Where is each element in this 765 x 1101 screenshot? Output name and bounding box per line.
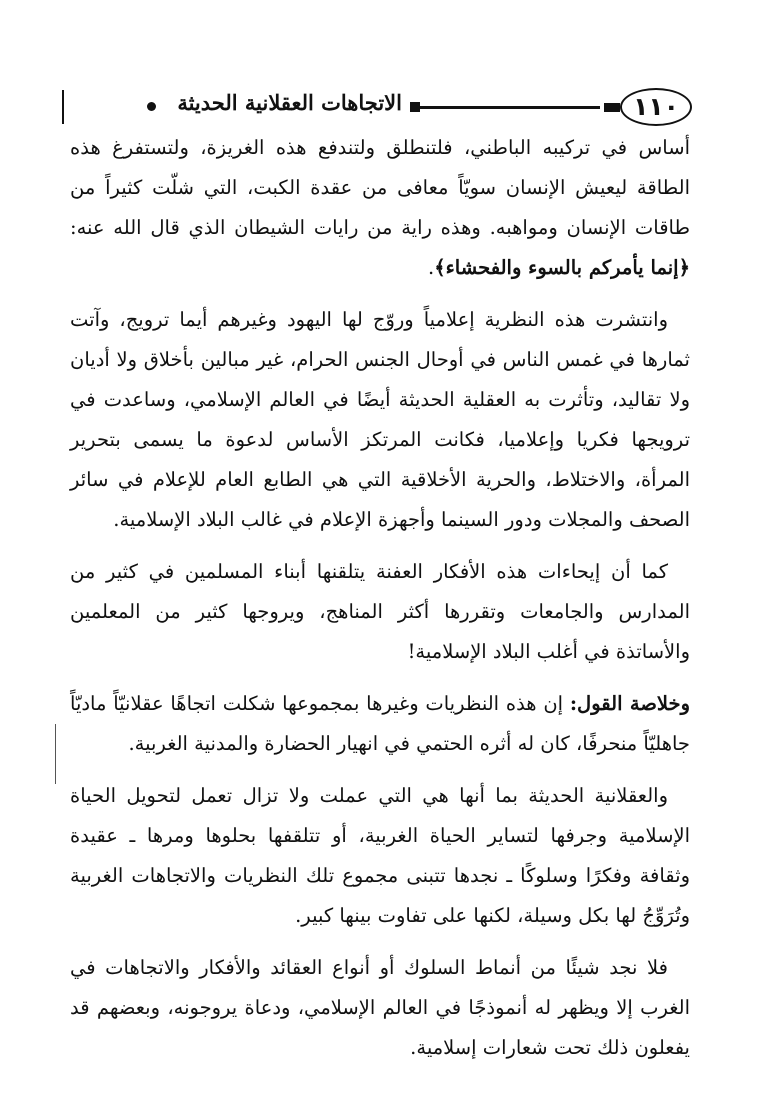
- paragraph-3: [70, 552, 690, 672]
- running-header: [62, 88, 692, 128]
- paragraph-text: أساس في تركيبه الباطني، فلتنطلق ولتندفع هذه الغريزة، ولتستفرغ هذه الطاقة ليعيش الإنسان سويّاً معافى من عقدة الكبت، التي شلّت كثيراً من طاقات الإنسان ومواهبه. وهذه راية من رايات الشيطان الذي قال الله عنه:: [70, 136, 690, 239]
- header-square-ornament: [604, 103, 620, 112]
- paragraph-1: [70, 128, 690, 288]
- paragraph-text-end: .: [428, 256, 435, 279]
- paragraph-text: إن هذه النظريات وغيرها بمجموعها شكلت اتجاهًا عقلانيّاً ماديّاً جاهليّاً منحرفًا، كان له أثره الحتمي في انهيار الحضارة والمدنية الغربية.: [70, 692, 690, 755]
- header-square-ornament-2: [410, 102, 420, 112]
- page-body: [70, 128, 690, 1068]
- paragraph-text: والعقلانية الحديثة بما أنها هي التي عملت ولا تزال تعمل لتحويل الحياة الإسلامية وجرفها لتساير الحياة الغربية، أو تتلقفها بحلوها ومرها ـ عقيدة وثقافة وفكرًا وسلوكًا ـ نجدها تتبنى مجموع تلك النظريات والاتجاهات الغربية وتُرَوِّجُ لها بكل وسيلة، لكنها على تفاوت بينها كبير.: [70, 784, 690, 927]
- paragraph-2: [70, 300, 690, 540]
- header-dot-ornament: [147, 102, 156, 111]
- paragraph-text: وانتشرت هذه النظرية إعلامياً وروّج لها اليهود وغيرهم أيما ترويج، وآتت ثمارها في غمس الناس في أوحال الجنس الحرام، غير مبالين بأخلاق ولا أديان ولا تقاليد، وتأثرت به العقلية الحديثة أيضًا في العالم الإسلامي، وساعدت في ترويجها فكريا وإعلاميا، فكانت المرتكز الأساس لدعوة ما يسمى بتحرير المرأة، والاختلاط، والحرية الأخلاقية التي هي الطابع العام للإعلام في سائر الصحف والمجلات ودور السينما وأجهزة الإعلام في غالب البلاد الإسلامية.: [70, 308, 690, 531]
- page-number: ١١٠: [620, 88, 692, 126]
- header-left-bar: [62, 90, 64, 124]
- conclusion-label: وخلاصة القول:: [569, 692, 690, 715]
- quran-quote: ﴿إنما يأمركم بالسوء والفحشاء﴾: [434, 256, 690, 279]
- paragraph-text: كما أن إيحاءات هذه الأفكار العفنة يتلقنها أبناء المسلمين في كثير من المدارس والجامعات وتقررها أكثر المناهج، ويروجها كثير من المعلمين والأساتذة في أغلب البلاد الإسلامية!: [70, 560, 690, 663]
- margin-line: [55, 724, 56, 784]
- paragraph-4: [70, 684, 690, 764]
- paragraph-5: [70, 776, 690, 936]
- paragraph-text: فلا نجد شيئًا من أنماط السلوك أو أنواع العقائد والأفكار والاتجاهات في الغرب إلا ويظهر له أنموذجًا في العالم الإسلامي، ودعاة يروجونه، وبعضهم قد يفعلون ذلك تحت شعارات إسلامية.: [70, 956, 690, 1059]
- header-rule: [420, 106, 600, 109]
- running-title: الاتجاهات العقلانية الحديثة: [177, 90, 402, 115]
- paragraph-6: [70, 948, 690, 1068]
